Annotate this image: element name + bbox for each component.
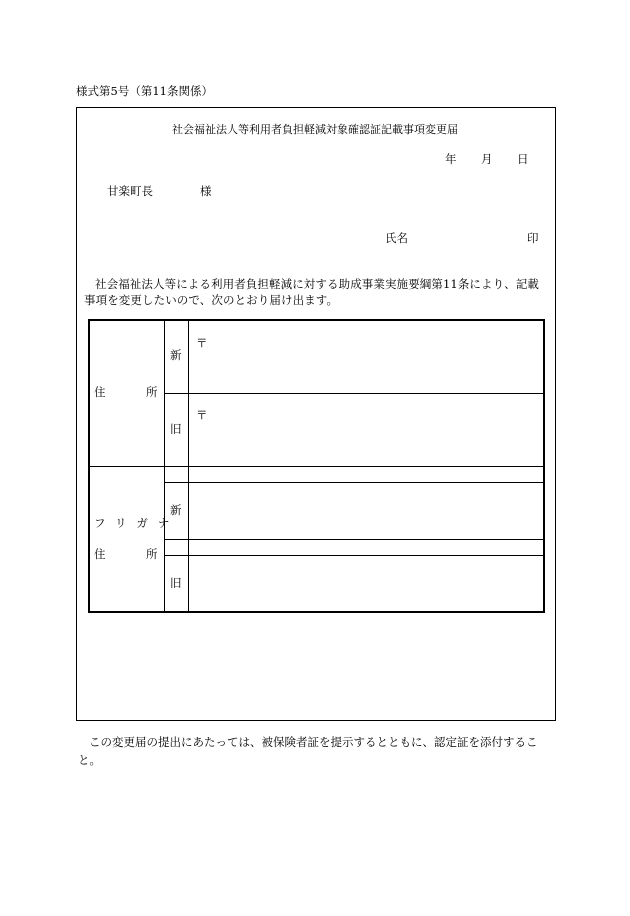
addressee-honorific: 様 xyxy=(200,184,212,198)
address-old-postal-mark: 〒 xyxy=(196,408,208,422)
table-line-furi-mid xyxy=(164,539,544,540)
table-line-section xyxy=(89,466,544,467)
addressee-name: 甘楽町長 xyxy=(107,184,153,198)
furigana-address-label-ju: 住 xyxy=(94,547,106,561)
address-new-label: 新 xyxy=(170,348,182,362)
body-text: 社会福祉法人等による利用者負担軽減に対する助成事業実施要綱第11条により、記載事項を変更したいので、次のとおり届け出ます。 xyxy=(84,277,540,307)
date-month-label: 月 xyxy=(481,152,493,166)
form-number: 様式第5号（第11条関係） xyxy=(76,84,213,98)
date-day-label: 日 xyxy=(517,152,529,166)
furigana-address-label-sho: 所 xyxy=(146,547,158,561)
applicant-name-label: 氏名 xyxy=(385,231,408,245)
furigana-label: フリガナ xyxy=(94,516,180,530)
table-line-furi-old-top xyxy=(164,555,544,556)
note-text: この変更届の提出にあたっては、被保険者証を提示するとともに、認定証を添付すること。 xyxy=(78,735,538,767)
address-label-sho: 所 xyxy=(146,385,158,399)
form-title: 社会福祉法人等利用者負担軽減対象確認証記載事項変更届 xyxy=(172,123,458,136)
address-new-postal-mark: 〒 xyxy=(196,336,208,350)
table-line-furi-new-top xyxy=(164,482,544,483)
seal-label: 印 xyxy=(527,231,539,245)
furigana-old-label: 旧 xyxy=(170,576,182,590)
furigana-new-label: 新 xyxy=(170,503,182,517)
date-year-label: 年 xyxy=(445,152,457,166)
table-line-addr-mid xyxy=(164,393,544,394)
address-label-ju: 住 xyxy=(94,385,106,399)
address-old-label: 旧 xyxy=(170,422,182,436)
